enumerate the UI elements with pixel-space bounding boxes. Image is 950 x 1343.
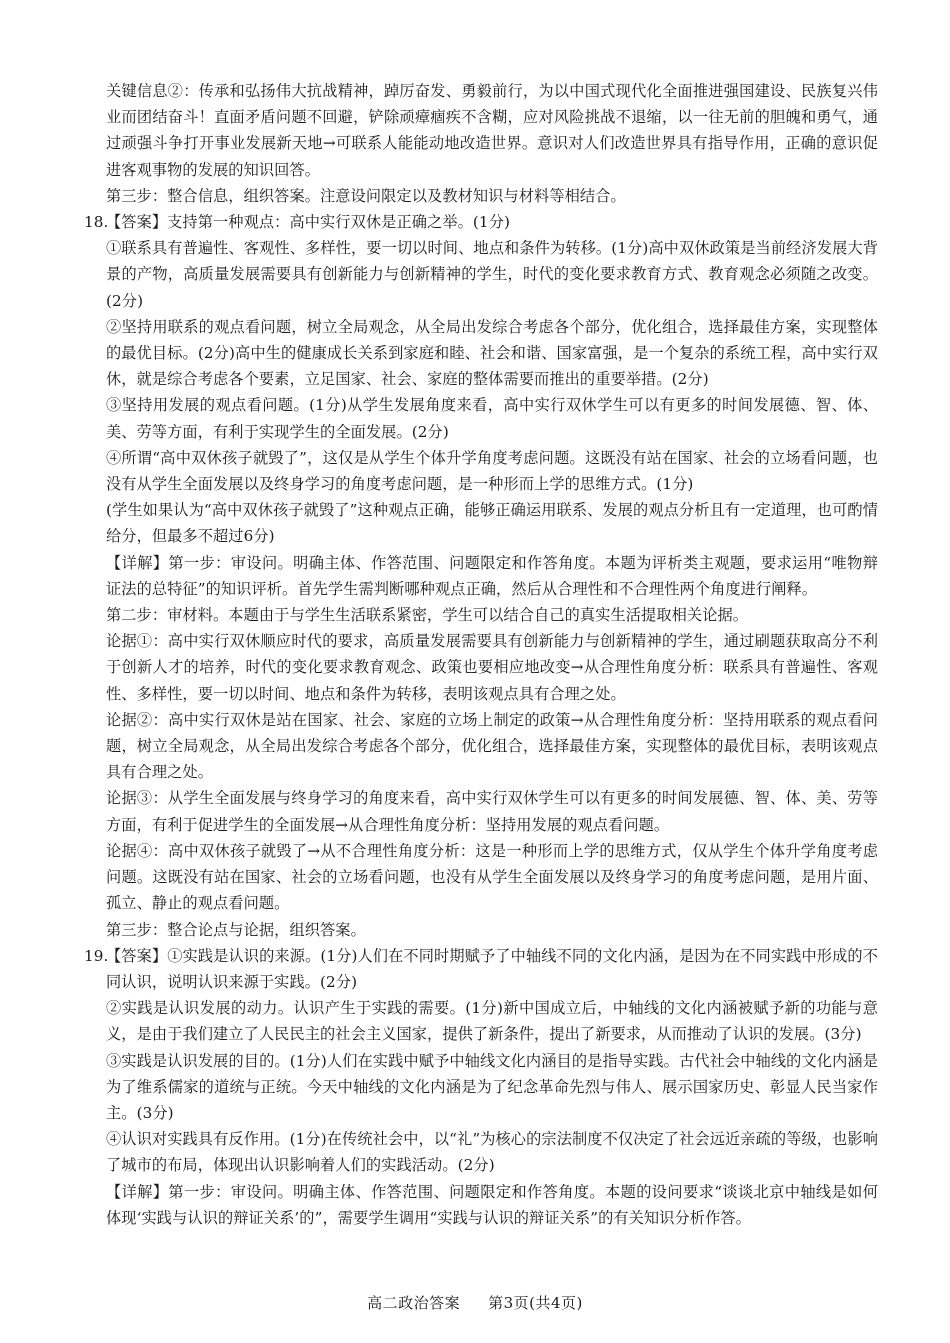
question-19-answer-text: 【答案】①实践是认识的来源。(1分)人们在不同时期赋予了中轴线不同的文化内涵，是因为在不同实践中形成的不同认识，说明认识来源于实践。(2分)	[106, 946, 878, 991]
question-number: 18.	[84, 213, 109, 232]
paragraph-grading-note: (学生如果认为“高中双休孩子就毁了”这种观点正确，能够正确运用联系、发展的观点分析且有一定道理，也可酌情给分，但最多不超过6分)	[106, 501, 878, 546]
paragraph-practice-point-2: ②实践是认识发展的动力。认识产生于实践的需要。(1分)新中国成立后，中轴线的文化内涵被赋予新的功能与意义，是由于我们建立了人民民主的社会主义国家，提供了新条件，提出了新要求，从而推动了认识的发展。(3分)	[106, 999, 878, 1044]
paragraph-practice-point-4: ④认识对实践具有反作用。(1分)在传统社会中，以“礼”为核心的宗法制度不仅决定了社会远近亲疏的等级，也影响了城市的布局，体现出认识影响着人们的实践活动。(2分)	[106, 1130, 878, 1175]
paragraph-q19-explanation: 【详解】第一步：审设问。明确主体、作答范围、问题限定和作答角度。本题的设问要求“谈谈北京中轴线是如何体现‘实践与认识的辩证关系’的”，需要学生调用“实践与认识的辩证关系”的有关知识分析作答。	[106, 1182, 878, 1227]
paragraph-explanation-step-1: 【详解】第一步：审设问。明确主体、作答范围、问题限定和作答角度。本题为评析类主观题，要求运用“唯物辩证法的总特征”的知识评析。首先学生需判断哪种观点正确，然后从合理性和不合理性两个角度进行阐释。	[106, 553, 878, 598]
footer-subject: 高二政治答案	[367, 1294, 461, 1312]
paragraph-evidence-3: 论据③：从学生全面发展与终身学习的角度来看，高中实行双休学生可以有更多的时间发展德、智、体、美、劳等方面，有利于促进学生的全面发展→从合理性角度分析：坚持用发展的观点看问题。	[106, 789, 878, 834]
question-19-answer	[84, 943, 878, 995]
paragraph-point-1: ①联系具有普遍性、客观性、多样性，要一切以时间、地点和条件为转移。(1分)高中双休政策是当前经济发展大背景的产物，高质量发展需要具有创新能力与创新精神的学生，时代的变化要求教育方式、教育观念必须随之改变。(2分)	[106, 239, 878, 310]
footer-page-number: 第3页(共4页)	[488, 1294, 583, 1312]
paragraph-evidence-4: 论据④：高中双休孩子就毁了→从不合理性角度分析：这是一种形而上学的思维方式，仅从学生个体升学角度考虑问题。这既没有站在国家、社会的立场看问题，也没有从学生全面发展以及终身学习的角度考虑问题，是用片面、孤立、静止的观点看问题。	[106, 841, 878, 913]
answer-content	[84, 78, 878, 1231]
paragraph-explanation-step-2: 第二步：审材料。本题由于与学生生活联系紧密，学生可以结合自己的真实生活提取相关论据。	[106, 606, 749, 625]
paragraph-point-4: ④所谓“高中双休孩子就毁了”，这仅是从学生个体升学角度考虑问题。这既没有站在国家、社会的立场看问题，也没有从学生全面发展以及终身学习的角度考虑问题，是一种形而上学的思维方式。(1分)	[106, 448, 878, 494]
paragraph-evidence-1: 论据①：高中实行双休顺应时代的要求，高质量发展需要具有创新能力与创新精神的学生，通过刷题获取高分不利于创新人才的培养，时代的变化要求教育观念、政策也要相应地改变→从合理性角度分析：联系具有普遍性、客观性、多样性，要一切以时间、地点和条件为转移，表明该观点具有合理之处。	[106, 632, 878, 703]
question-number: 19.	[84, 946, 109, 965]
page-footer	[0, 1292, 950, 1313]
paragraph-practice-point-3: ③实践是认识发展的目的。(1分)人们在实践中赋予中轴线文化内涵目的是指导实践。古代社会中轴线的文化内涵是为了维系儒家的道统与正统。今天中轴线的文化内涵是为了纪念革命先烈与伟人、展示国家历史、彰显人民当家作主。(3分)	[106, 1051, 878, 1122]
paragraph-evidence-2: 论据②：高中实行双休是站在国家、社会、家庭的立场上制定的政策→从合理性角度分析：坚持用联系的观点看问题，树立全局观念，从全局出发综合考虑各个部分，优化组合，选择最佳方案，实现整体的最优目标，表明该观点具有合理之处。	[106, 710, 878, 782]
question-18-answer-text: 【答案】支持第一种观点：高中实行双休是正确之举。(1分)	[106, 213, 511, 232]
paragraph-key-info-2: 关键信息②：传承和弘扬伟大抗战精神，踔厉奋发、勇毅前行，为以中国式现代化全面推进强国建设、民族复兴伟业而团结奋斗！直面矛盾问题不回避，铲除顽瘴痼疾不含糊，应对风险挑战不退缩，以一往无前的胆魄和勇气，通过顽强斗争打开事业发展新天地→可联系人能能动地改造世界。意识对人们改造世界具有指导作用，正确的意识促进客观事物的发展的知识回答。	[106, 82, 878, 179]
question-18-answer	[84, 209, 878, 235]
paragraph-point-2: ②坚持用联系的观点看问题，树立全局观念，从全局出发综合考虑各个部分，优化组合，选择最佳方案，实现整体的最优目标。(2分)高中生的健康成长关系到家庭和睦、社会和谐、国家富强，是一个复杂的系统工程，高中实行双休，就是综合考虑各个要素，立足国家、社会、家庭的整体需要而推出的重要举措。(2分)	[106, 317, 878, 389]
paragraph-step-3-q17: 第三步：整合信息，组织答案。注意设问限定以及教材知识与材料等相结合。	[106, 186, 626, 205]
paragraph-explanation-step-3: 第三步：整合论点与论据，组织答案。	[106, 920, 366, 939]
paragraph-point-3: ③坚持用发展的观点看问题。(1分)从学生发展角度来看，高中实行双休学生可以有更多的时间发展德、智、体、美、劳等方面，有利于实现学生的全面发展。(2分)	[106, 396, 878, 441]
